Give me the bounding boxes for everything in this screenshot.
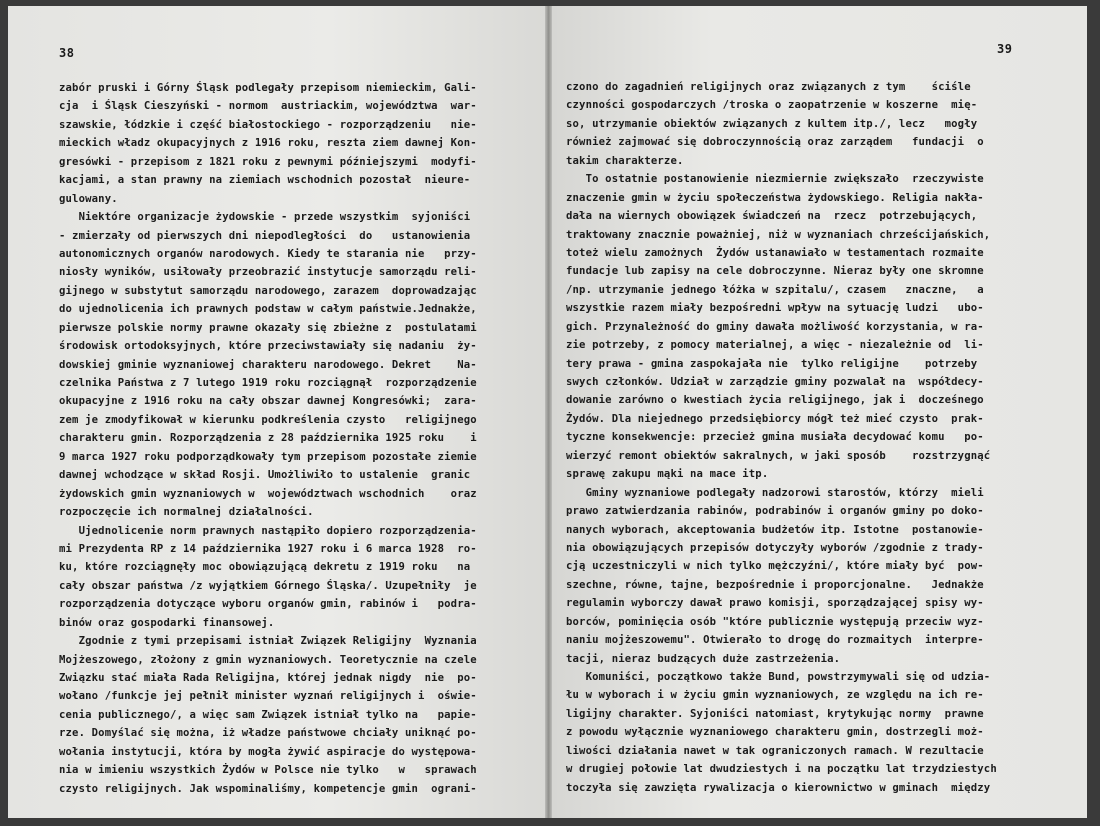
text-line: niosły wyników, usiłowały przeobrazić instytucje samorządu reli-: [59, 266, 477, 279]
right-page-text: [566, 78, 1087, 797]
text-line: traktowany znacznie poważniej, niż w wyznaniach chrześcijańskich,: [566, 228, 991, 241]
text-line: okupacyjne z 1916 roku na cały obszar dawnej Kongresówki; zara-: [59, 395, 477, 408]
text-line: takim charakterze.: [566, 154, 684, 167]
text-line: żydowskich gmin wyznaniowych w województwach wschodnich oraz: [59, 487, 477, 500]
text-line: toczyła się zawzięta rywalizacja o kierownictwo w gminach między: [566, 781, 991, 794]
text-line: wołania instytucji, która by mogła żywić aspiracje do występowa-: [59, 745, 477, 758]
text-line: gresówki - przepisom z 1821 roku z pewnymi późniejszymi modyfi-: [59, 155, 477, 168]
text-line: gijnego w substytut samorządu narodowego, zarazem doprowadzając: [59, 284, 477, 297]
text-line: cją uczestniczyli w nich tylko mężczyźni/, które miały być pow-: [566, 560, 984, 573]
text-line: Niektóre organizacje żydowskie - przede wszystkim syjoniści: [59, 211, 471, 224]
text-line: ligijny charakter. Syjoniści natomiast, krytykując normy prawne: [566, 707, 984, 720]
text-line: Zgodnie z tymi przepisami istniał Związek Religijny Wyznania: [59, 635, 477, 648]
text-line: tacji, nieraz budzących duże zastrzeżenia.: [566, 652, 841, 665]
text-line: cały obszar państwa /z wyjątkiem Górnego Śląska/. Uzupełniły je: [59, 579, 477, 592]
text-line: szechne, równe, tajne, bezpośrednie i proporcjonalne. Jednakże: [566, 578, 984, 591]
text-line: 9 marca 1927 roku podporządkowały tym przepisom pozostałe ziemie: [59, 450, 477, 463]
text-line: fundacje lub zapisy na cele dobroczynne. Nieraz były one skromne: [566, 265, 984, 278]
text-line: czynności gospodarczych /troska o zaopatrzenie w koszerne mię-: [566, 99, 978, 112]
text-line: kacjami, a stan prawny na ziemiach wschodnich pozostał nieure-: [59, 174, 471, 187]
text-line: czono do zagadnień religijnych oraz związanych z tym ściśle: [566, 81, 971, 93]
text-line: Związku stać miała Rada Religijna, której jednak nigdy nie po-: [59, 672, 477, 684]
text-line: prawo zatwierdzania rabinów, podrabinów i organów gminy po doko-: [566, 505, 984, 518]
text-line: nia obowiązujących przepisów dotyczyły wyborów /zgodnie z trady-: [566, 541, 984, 554]
text-line: czysto religijnych. Jak wspominaliśmy, kompetencje gmin ograni-: [59, 782, 477, 795]
text-line: z powodu wyłącznie wyznaniowego charakteru gmin, dostrzegli moż-: [566, 726, 984, 739]
text-line: tyczne konsekwencje: przecież gmina musiała decydować komu po-: [566, 431, 984, 444]
text-line: sprawę zakupu mąki na mace itp.: [566, 468, 769, 481]
scan-border: [1087, 6, 1100, 818]
text-line: znaczenie gmin w życiu społeczeństwa żydowskiego. Religia nakła-: [566, 191, 984, 204]
text-line: szawskie, łódzkie i część białostockiego - rozporządzeniu nie-: [59, 118, 477, 131]
text-line: To ostatnie postanowienie niezmiernie zwiększało rzeczywiste: [566, 173, 984, 186]
text-line: tery prawa - gmina zaspokajała nie tylko religijne potrzeby: [566, 357, 978, 370]
text-line: Komuniści, początkowo także Bund, powstrzymywali się od udzia-: [566, 671, 991, 683]
text-line: swych członków. Udział w zarządzie gminy pozwalał na współdecy-: [566, 376, 984, 388]
text-line: mi Prezydenta RP z 14 października 1927 roku i 6 marca 1928 ro-: [59, 542, 477, 555]
right-page: [552, 6, 1087, 818]
text-line: nanych wyborach, akceptowania budżetów itp. Istotne postanowie-: [566, 523, 984, 536]
text-line: so, utrzymanie obiektów związanych z kultem itp./, lecz mogły: [566, 117, 978, 130]
text-line: rozporządzenia dotyczące wyboru organów gmin, rabinów i podra-: [59, 598, 477, 611]
text-line: rozpoczęcie ich normalnej działalności.: [59, 506, 314, 519]
book-gutter: [545, 6, 552, 818]
text-line: ku, które rozciągnęły moc obowiązującą dekretu z 1919 roku na: [59, 561, 471, 574]
text-line: naniu mojżeszowemu". Otwierało to drogę do rozmaitych interpre-: [566, 634, 984, 647]
text-line: w drugiej połowie lat dwudziestych i na początku lat trzydziestych: [566, 763, 997, 776]
text-line: cenia publicznego/, a więc sam Związek istniał tylko na papie-: [59, 708, 477, 721]
text-line: cja i Śląsk Cieszyński - normom austriackim, województwa war-: [59, 100, 477, 113]
text-line: gich. Przynależność do gminy dawała możliwość korzystania, w ra-: [566, 320, 984, 333]
text-line: dowskiej gminie wyznaniowej charakteru narodowego. Dekret Na-: [59, 358, 477, 371]
text-line: dawnej wchodzące w skład Rosji. Umożliwiło to ustalenie granic: [59, 469, 471, 482]
text-line: zabór pruski i Górny Śląsk podlegały przepisom niemieckim, Gali-: [59, 82, 477, 94]
text-line: środowisk ortodoksyjnych, które przeciwstawiały się nadaniu ży-: [59, 340, 477, 353]
text-line: Żydów. Dla niejednego przedsiębiorcy mógł też mieć czysto prak-: [566, 412, 984, 425]
text-line: binów oraz gospodarki finansowej.: [59, 616, 275, 629]
text-line: Mojżeszowego, złożony z gmin wyznaniowych. Teoretycznie na czele: [59, 653, 477, 666]
text-line: również zajmować się dobroczynnością oraz zarządem fundacji o: [566, 136, 984, 149]
left-page: [8, 6, 545, 818]
text-line: toteż wielu zamożnych Żydów ustanawiało w testamentach rozmaite: [566, 246, 984, 259]
text-line: wierzyć remont obiektów sakralnych, w jaki sposób rozstrzygnąć: [566, 449, 991, 462]
text-line: Gminy wyznaniowe podlegały nadzorowi starostów, którzy mieli: [566, 486, 984, 499]
text-line: regulamin wyborczy dawał prawo komisji, sporządzającej spisy wy-: [566, 597, 984, 610]
text-line: gulowany.: [59, 192, 118, 205]
text-line: czelnika Państwa z 7 lutego 1919 roku rozciągnął rozporządzenie: [59, 377, 477, 389]
page-number-right: 39: [997, 42, 1013, 56]
text-line: zie potrzeby, z pomocy materialnej, a więc - niezależnie od li-: [566, 339, 984, 352]
page-number-left: 38: [59, 46, 75, 60]
text-line: pierwsze polskie normy prawne okazały się zbieżne z postulatami: [59, 321, 477, 334]
text-line: rze. Domyślać się można, iż władze państwowe chciały uniknąć po-: [59, 727, 477, 740]
text-line: - zmierzały od pierwszych dni niepodległości do ustanowienia: [59, 229, 471, 242]
text-line: nia w imieniu wszystkich Żydów w Polsce nie tylko w sprawach: [59, 764, 477, 777]
text-line: autonomicznych organów narodowych. Kiedy te starania nie przy-: [59, 247, 477, 260]
text-line: Ujednolicenie norm prawnych nastąpiło dopiero rozporządzenia-: [59, 524, 477, 537]
text-line: liwości działania nawet w tak ograniczonych ramach. W rezultacie: [566, 744, 984, 757]
text-line: wołano /funkcje jej pełnił minister wyznań religijnych i oświe-: [59, 690, 477, 703]
text-line: wszystkie razem miały bezpośredni wpływ na sytuację ludzi ubo-: [566, 302, 984, 315]
text-line: łu w wyborach i w życiu gmin wyznaniowych, ze względu na ich re-: [566, 689, 984, 702]
text-line: mieckich władz okupacyjnych z 1916 roku, reszta ziem dawnej Kon-: [59, 137, 477, 150]
text-line: zem je zmodyfikował w kierunku podkreślenia czysto religijnego: [59, 413, 477, 426]
text-line: /np. utrzymanie jednego łóżka w szpitalu/, czasem znaczne, a: [566, 283, 984, 296]
text-line: borców, pominięcia osób "które publicznie występują przeciw wyz-: [566, 615, 984, 628]
text-line: do ujednolicenia ich prawnych podstaw w całym państwie.Jednakże,: [59, 303, 477, 316]
text-line: dała na wiernych obowiązek świadczeń na rzecz potrzebujących,: [566, 210, 978, 223]
text-line: charakteru gmin. Rozporządzenia z 28 października 1925 roku i: [59, 432, 477, 445]
text-line: dowanie zarówno o kwestiach życia religijnego, jak i docześnego: [566, 394, 984, 407]
left-page-text: [59, 79, 545, 798]
